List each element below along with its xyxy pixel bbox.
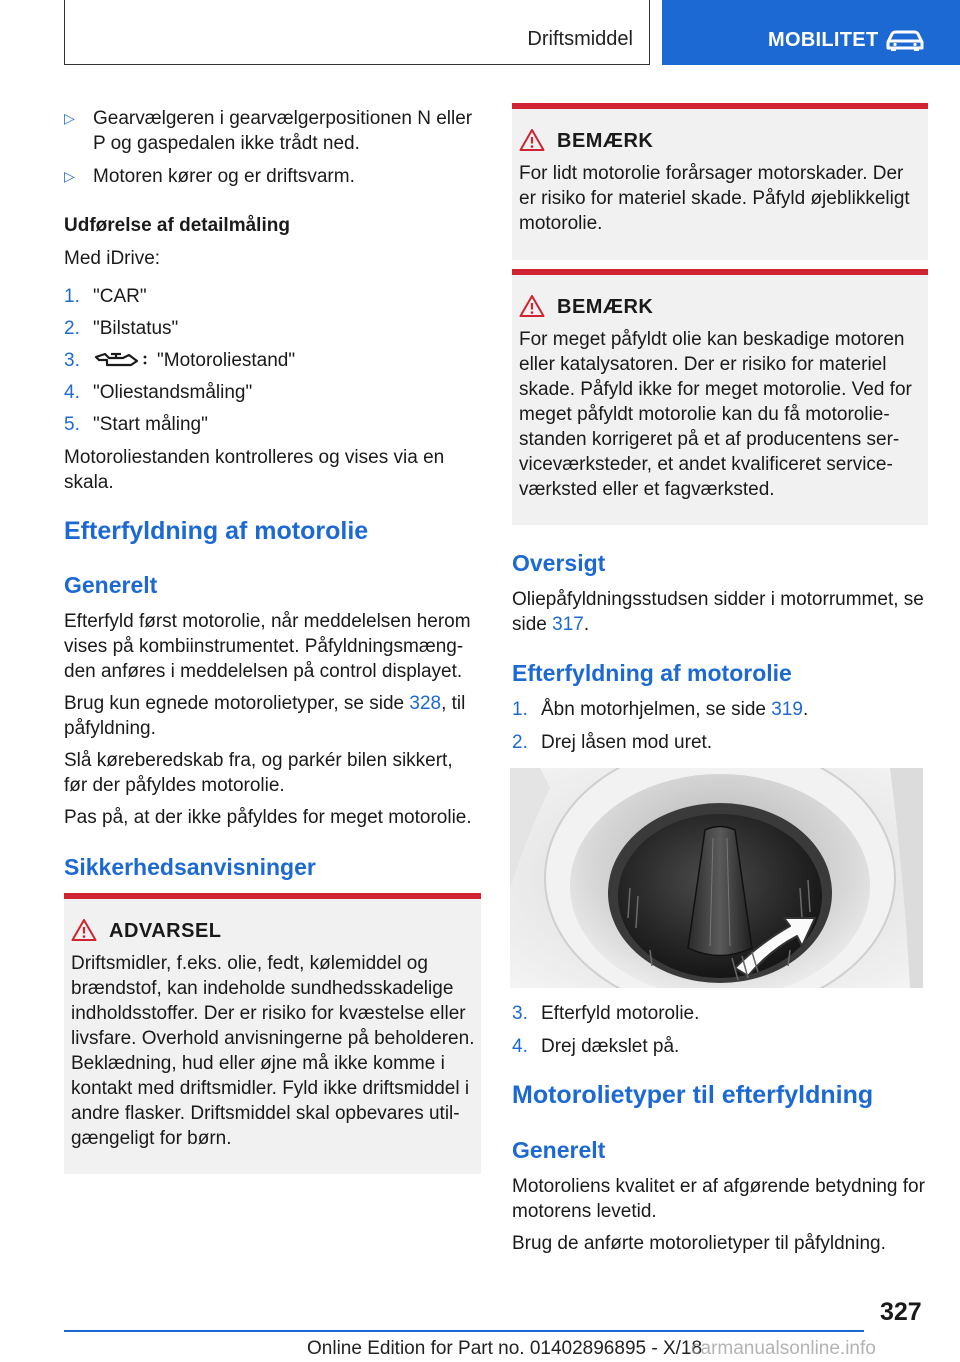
step-item: 3. "Motoroliestand" bbox=[64, 350, 296, 371]
paragraph: Motoroliestanden kontrolleres og vises via en skala. bbox=[64, 447, 445, 493]
step-item: 1. "CAR" bbox=[64, 286, 147, 307]
warning-box bbox=[64, 893, 481, 1174]
subsection-heading: Efterfyldning af motorolie bbox=[512, 660, 792, 686]
car-icon bbox=[885, 28, 925, 52]
list-item: ▷ Gearvælgeren i gearvælgerpositionen N eller P og gaspedalen ikke trådt ned. bbox=[64, 108, 473, 154]
triangle-bullet-icon: ▷ bbox=[64, 168, 75, 184]
subsection-heading: Oversigt bbox=[512, 550, 606, 576]
subsection-heading: Generelt bbox=[512, 1137, 606, 1163]
footer-edition: Online Edition for Part no. 01402896895 - X/18 bbox=[307, 1338, 703, 1359]
watermark: carmanualsonline.info bbox=[691, 1338, 876, 1359]
page-link[interactable]: 317 bbox=[552, 614, 584, 635]
step-item: 4. Drej dækslet på. bbox=[512, 1036, 680, 1057]
note-box bbox=[512, 103, 928, 260]
section-heading: Efterfyldning af motorolie bbox=[64, 517, 369, 545]
paragraph: Oliepåfyldningsstudsen sidder i motorrummet, se side 317. bbox=[512, 589, 924, 635]
subsection-heading: Sikkerhedsanvisninger bbox=[64, 854, 316, 880]
warning-icon bbox=[519, 294, 545, 318]
header-chapter-tab[interactable] bbox=[662, 0, 960, 65]
paragraph: Motoroliens kvalitet er af afgørende betydning for motorens levetid. bbox=[512, 1176, 925, 1222]
warning-icon bbox=[519, 128, 545, 152]
section-heading: Motorolietyper til efterfyldning bbox=[512, 1081, 874, 1109]
warning-text: Driftsmidler, f.eks. olie, fedt, kølemiddel og brændstof, kan indeholde sundhedsskadelige indholdsstoffer. Der er risiko for kvæstelse eller livsfare. Overhold anvisningerne på beholderen. Beklædning, hud eller øjne må ikke komme i kontakt med driftsmidler. Fyld ikke driftsmiddel i andre flasker. Driftsmiddel skal opbevares utilgængeligt for børn. bbox=[71, 953, 475, 1149]
paragraph: Brug kun egnede motorolietyper, se side 328, til påfyldning. bbox=[64, 693, 466, 739]
page-link[interactable]: 328 bbox=[409, 693, 442, 714]
warning-title: ADVARSEL bbox=[109, 920, 222, 942]
triangle-bullet-icon: ▷ bbox=[64, 110, 75, 126]
list-item: ▷ Motoren kører og er driftsvarm. bbox=[64, 166, 355, 187]
step-item: 2. Drej låsen mod uret. bbox=[512, 732, 713, 753]
paragraph: Efterfyld først motorolie, når meddelelsen herom vises på kombiinstrumentet. Påfyldningsmængden anføres i meddelelsen på control displayet. bbox=[64, 611, 471, 682]
intro-text: Med iDrive: bbox=[64, 248, 161, 269]
warning-icon bbox=[71, 918, 97, 942]
note-title: BEMÆRK bbox=[557, 296, 654, 318]
note-title: BEMÆRK bbox=[557, 130, 654, 152]
paragraph: Pas på, at der ikke påfyldes for meget motorolie. bbox=[64, 807, 472, 828]
step-item: 2. "Bilstatus" bbox=[64, 318, 179, 339]
header-section-tab bbox=[64, 0, 650, 65]
subheading: Udførelse af detailmåling bbox=[64, 215, 290, 236]
page-number: 327 bbox=[880, 1298, 922, 1326]
page-link[interactable]: 319 bbox=[771, 699, 803, 720]
note-box bbox=[512, 269, 928, 525]
step-item: 4. "Oliestandsmåling" bbox=[64, 382, 253, 403]
footer-divider bbox=[64, 1330, 864, 1332]
header-section-title: Driftsmiddel bbox=[527, 28, 633, 50]
oil-filler-cap-image bbox=[510, 768, 923, 988]
step-item: 5. "Start måling" bbox=[64, 414, 208, 435]
paragraph: Slå køreberedskab fra, og parkér bilen sikkert, før der påfyldes motorolie. bbox=[64, 750, 453, 796]
step-item: 3. Efterfyld motorolie. bbox=[512, 1003, 700, 1024]
note-text: For meget påfyldt olie kan beskadige motoren eller katalysatoren. Der er risiko for materiel skade. Påfyld ikke for meget motorolie. Ved for meget påfyldt motorolie kan du få motoroliestanden korrigeret på et af producentens serviceværksteder, et andet kvalificeret serviceværksted eller et fagværksted. bbox=[519, 329, 912, 500]
oil-can-icon bbox=[93, 349, 149, 371]
header-chapter-title: MOBILITET bbox=[768, 29, 879, 51]
step-item: 1. Åbn motorhjelmen, se side 319. bbox=[512, 699, 809, 720]
note-text: For lidt motorolie forårsager motorskader. Der er risiko for materiel skade. Påfyld øjeblikkeligt motorolie. bbox=[519, 163, 910, 234]
paragraph: Brug de anførte motorolietyper til påfyldning. bbox=[512, 1233, 886, 1254]
subsection-heading: Generelt bbox=[64, 572, 158, 598]
